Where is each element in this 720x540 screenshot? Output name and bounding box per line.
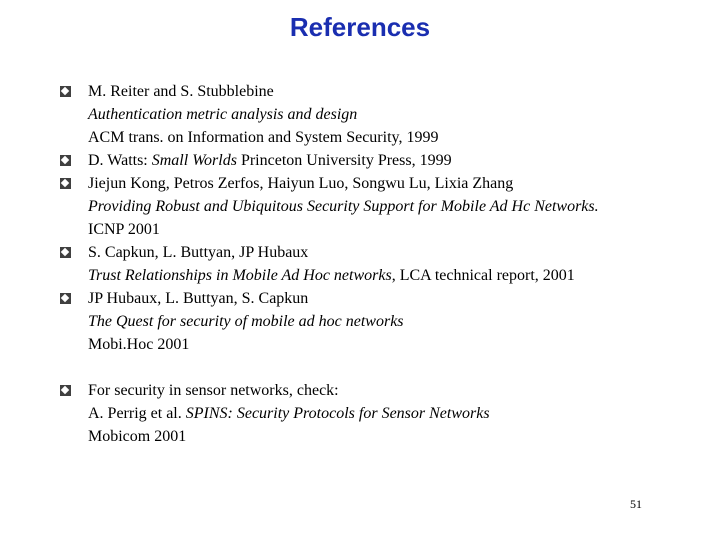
reference-line [88, 149, 700, 172]
reference-venue: Mobi.Hoc 2001 [88, 336, 190, 353]
reference-venue: Mobicom 2001 [88, 428, 187, 445]
reference-venue: Princeton University Press, 1999 [236, 152, 452, 169]
reference-authors: JP Hubaux, L. Buttyan, S. Capkun [88, 290, 309, 307]
reference-item [60, 149, 700, 172]
slide-title: References [289, 12, 431, 42]
reference-venue: ACM trans. on Information and System Security, 1999 [88, 129, 439, 146]
reference-item [60, 80, 700, 149]
reference-title: Trust Relationships in Mobile Ad Hoc networks [88, 267, 392, 284]
reference-authors: A. Perrig et al. [88, 405, 186, 422]
reference-list [60, 80, 700, 448]
reference-title: The Quest for security of mobile ad hoc networks [88, 313, 404, 330]
spacer [60, 356, 700, 379]
reference-authors: M. Reiter and S. Stubblebine [88, 83, 274, 100]
reference-venue: , LCA technical report, 2001 [391, 267, 575, 284]
reference-item [60, 287, 700, 356]
bullet-icon [60, 86, 71, 97]
reference-venue: ICNP 2001 [88, 221, 160, 238]
reference-line [88, 402, 700, 425]
reference-title: SPINS: Security Protocols for Sensor Networks [185, 405, 490, 422]
reference-title: Authentication metric analysis and design [88, 106, 358, 123]
reference-title: Providing Robust and Ubiquitous Security Support for Mobile Ad Hc Networks. [88, 198, 599, 215]
bullet-icon [60, 155, 71, 166]
reference-item [60, 172, 700, 241]
reference-authors: Jiejun Kong, Petros Zerfos, Haiyun Luo, Songwu Lu, Lixia Zhang [88, 175, 514, 192]
page-number: 51 [630, 497, 642, 511]
bullet-icon [60, 293, 71, 304]
reference-title: Small Worlds [151, 152, 237, 169]
reference-authors: D. Watts: [88, 152, 152, 169]
reference-item [60, 379, 700, 448]
reference-authors: S. Capkun, L. Buttyan, JP Hubaux [88, 244, 309, 261]
reference-line [88, 264, 700, 287]
bullet-icon [60, 178, 71, 189]
reference-intro: For security in sensor networks, check: [88, 382, 339, 399]
bullet-icon [60, 385, 71, 396]
reference-item [60, 241, 700, 287]
bullet-icon [60, 247, 71, 258]
